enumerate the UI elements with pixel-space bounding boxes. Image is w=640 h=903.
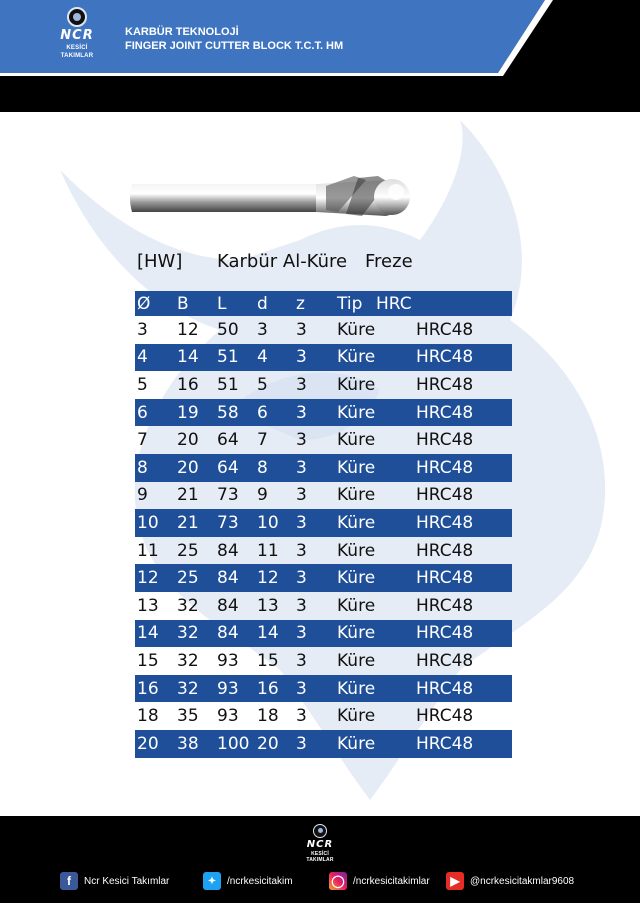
cell-tip: Küre <box>337 568 376 589</box>
cell-diameter: 11 <box>137 540 159 561</box>
cell-diameter: 16 <box>137 678 159 699</box>
table-row <box>135 509 512 537</box>
cell-diameter: 7 <box>137 430 148 451</box>
cell-l: 93 <box>217 650 239 671</box>
cell-b: 32 <box>177 595 199 616</box>
twitter-label: /ncrkesicitakim <box>227 875 293 887</box>
cell-hrc: HRC48 <box>416 568 474 589</box>
cell-tip: Küre <box>337 540 376 561</box>
cell-tip: Küre <box>337 595 376 616</box>
cell-b: 19 <box>177 402 199 423</box>
cell-b: 32 <box>177 678 199 699</box>
table-row <box>135 647 512 675</box>
cell-z: 3 <box>296 512 307 533</box>
cell-d: 12 <box>257 568 279 589</box>
cell-z: 3 <box>296 485 307 506</box>
cell-z: 3 <box>296 319 307 340</box>
cell-diameter: 18 <box>137 706 159 727</box>
cell-hrc: HRC48 <box>416 512 474 533</box>
cell-l: 73 <box>217 512 239 533</box>
product-name: Karbür Al-Küre <box>217 251 348 272</box>
cell-hrc: HRC48 <box>416 347 474 368</box>
cell-b: 38 <box>177 733 199 754</box>
cell-hrc: HRC48 <box>416 374 474 395</box>
cell-tip: Küre <box>337 623 376 644</box>
cell-d: 6 <box>257 402 268 423</box>
cell-l: 100 <box>217 733 250 754</box>
header-title-line2: FINGER JOINT CUTTER BLOCK T.C.T. HM <box>125 40 344 52</box>
facebook-link[interactable] <box>60 872 169 890</box>
cell-l: 64 <box>217 430 239 451</box>
cell-z: 3 <box>296 457 307 478</box>
logo-subtitle: KESİCİ TAKIMLAR <box>60 45 94 59</box>
cell-b: 12 <box>177 319 199 340</box>
cell-hrc: HRC48 <box>416 595 474 616</box>
cell-diameter: 5 <box>137 374 148 395</box>
header-hrc: HRC <box>376 293 412 314</box>
cell-tip: Küre <box>337 347 376 368</box>
cell-hrc: HRC48 <box>416 319 474 340</box>
instagram-label: /ncrkesicitakimlar <box>353 875 430 887</box>
header-z: z <box>296 293 305 314</box>
cell-b: 35 <box>177 706 199 727</box>
cell-b: 14 <box>177 347 199 368</box>
footer-logo-subtitle: KESİCİ TAKIMLAR <box>306 851 334 863</box>
cell-b: 21 <box>177 512 199 533</box>
cell-tip: Küre <box>337 485 376 506</box>
twitter-icon: ✦ <box>203 872 221 890</box>
table-row <box>135 537 512 565</box>
cell-z: 3 <box>296 540 307 561</box>
table-row <box>135 316 512 344</box>
table-row <box>135 564 512 592</box>
spec-table <box>135 291 512 758</box>
cell-hrc: HRC48 <box>416 402 474 423</box>
cell-tip: Küre <box>337 319 376 340</box>
cell-b: 20 <box>177 457 199 478</box>
facebook-icon: f <box>60 872 78 890</box>
youtube-icon: ▶ <box>446 872 464 890</box>
cell-hrc: HRC48 <box>416 706 474 727</box>
cell-z: 3 <box>296 347 307 368</box>
product-code: [HW] <box>137 251 183 272</box>
table-row <box>135 426 512 454</box>
cell-hrc: HRC48 <box>416 623 474 644</box>
cell-d: 10 <box>257 512 279 533</box>
page-footer <box>0 816 640 903</box>
header-tip: Tip <box>337 293 363 314</box>
cell-l: 73 <box>217 485 239 506</box>
footer-logo-text: NCR <box>306 839 334 850</box>
table-row <box>135 371 512 399</box>
header-title <box>125 25 343 53</box>
youtube-link[interactable] <box>446 872 574 890</box>
cell-b: 32 <box>177 623 199 644</box>
cell-diameter: 6 <box>137 402 148 423</box>
cell-b: 25 <box>177 568 199 589</box>
cell-b: 20 <box>177 430 199 451</box>
cell-d: 4 <box>257 347 268 368</box>
cell-z: 3 <box>296 568 307 589</box>
cell-z: 3 <box>296 706 307 727</box>
cell-d: 14 <box>257 623 279 644</box>
cell-d: 7 <box>257 430 268 451</box>
table-row <box>135 482 512 510</box>
logo-text: NCR <box>60 28 94 43</box>
header-b: B <box>177 293 189 314</box>
table-header-row <box>135 291 512 316</box>
cell-b: 25 <box>177 540 199 561</box>
cell-diameter: 4 <box>137 347 148 368</box>
header-diameter: Ø <box>137 293 151 314</box>
table-row <box>135 399 512 427</box>
cell-d: 18 <box>257 706 279 727</box>
cell-z: 3 <box>296 595 307 616</box>
cell-l: 50 <box>217 319 239 340</box>
cell-d: 8 <box>257 457 268 478</box>
cell-tip: Küre <box>337 402 376 423</box>
footer-logo <box>298 824 342 863</box>
cell-hrc: HRC48 <box>416 485 474 506</box>
cell-l: 93 <box>217 678 239 699</box>
cell-d: 15 <box>257 650 279 671</box>
youtube-label: @ncrkesicitakmlar9608 <box>470 875 575 887</box>
cell-d: 16 <box>257 678 279 699</box>
cell-l: 58 <box>217 402 239 423</box>
cell-diameter: 10 <box>137 512 159 533</box>
cell-d: 9 <box>257 485 268 506</box>
cell-diameter: 20 <box>137 733 159 754</box>
table-row <box>135 730 512 758</box>
cell-hrc: HRC48 <box>416 430 474 451</box>
facebook-label: Ncr Kesici Takımlar <box>84 875 170 887</box>
brand-logo <box>52 7 102 60</box>
header-d: d <box>257 293 268 314</box>
cell-d: 13 <box>257 595 279 616</box>
table-row <box>135 454 512 482</box>
cell-d: 11 <box>257 540 279 561</box>
cell-l: 84 <box>217 540 239 561</box>
cell-tip: Küre <box>337 512 376 533</box>
cell-l: 84 <box>217 568 239 589</box>
cell-l: 84 <box>217 595 239 616</box>
cell-tip: Küre <box>337 430 376 451</box>
cell-l: 93 <box>217 706 239 727</box>
cell-hrc: HRC48 <box>416 650 474 671</box>
table-row <box>135 702 512 730</box>
cell-tip: Küre <box>337 706 376 727</box>
cell-l: 51 <box>217 374 239 395</box>
ball-end-mill-image <box>126 172 416 222</box>
cell-diameter: 3 <box>137 319 148 340</box>
cell-b: 21 <box>177 485 199 506</box>
cell-diameter: 14 <box>137 623 159 644</box>
cell-hrc: HRC48 <box>416 733 474 754</box>
cell-z: 3 <box>296 430 307 451</box>
cell-b: 16 <box>177 374 199 395</box>
instagram-link[interactable] <box>329 872 430 890</box>
cell-hrc: HRC48 <box>416 678 474 699</box>
cell-tip: Küre <box>337 733 376 754</box>
cell-diameter: 8 <box>137 457 148 478</box>
table-row <box>135 675 512 703</box>
cell-b: 32 <box>177 650 199 671</box>
page-header <box>0 0 640 112</box>
cell-z: 3 <box>296 623 307 644</box>
cell-z: 3 <box>296 650 307 671</box>
instagram-icon: ◯ <box>329 872 347 890</box>
cell-hrc: HRC48 <box>416 540 474 561</box>
cell-d: 5 <box>257 374 268 395</box>
table-row <box>135 620 512 648</box>
header-l: L <box>217 293 227 314</box>
cell-l: 64 <box>217 457 239 478</box>
footer-logo-emblem-icon <box>313 824 327 838</box>
cell-z: 3 <box>296 678 307 699</box>
header-title-line1: KARBÜR TEKNOLOJİ <box>125 26 239 38</box>
cell-hrc: HRC48 <box>416 457 474 478</box>
cell-tip: Küre <box>337 374 376 395</box>
cell-l: 84 <box>217 623 239 644</box>
twitter-link[interactable] <box>203 872 293 890</box>
cell-d: 20 <box>257 733 279 754</box>
cell-z: 3 <box>296 374 307 395</box>
cell-z: 3 <box>296 402 307 423</box>
cell-l: 51 <box>217 347 239 368</box>
cell-diameter: 9 <box>137 485 148 506</box>
table-row <box>135 592 512 620</box>
cell-diameter: 15 <box>137 650 159 671</box>
cell-tip: Küre <box>337 678 376 699</box>
product-name-suffix: Freze <box>365 251 413 272</box>
logo-emblem-icon <box>67 7 87 27</box>
cell-tip: Küre <box>337 457 376 478</box>
cell-diameter: 13 <box>137 595 159 616</box>
cell-d: 3 <box>257 319 268 340</box>
cell-diameter: 12 <box>137 568 159 589</box>
cell-z: 3 <box>296 733 307 754</box>
cell-tip: Küre <box>337 650 376 671</box>
table-row <box>135 344 512 372</box>
